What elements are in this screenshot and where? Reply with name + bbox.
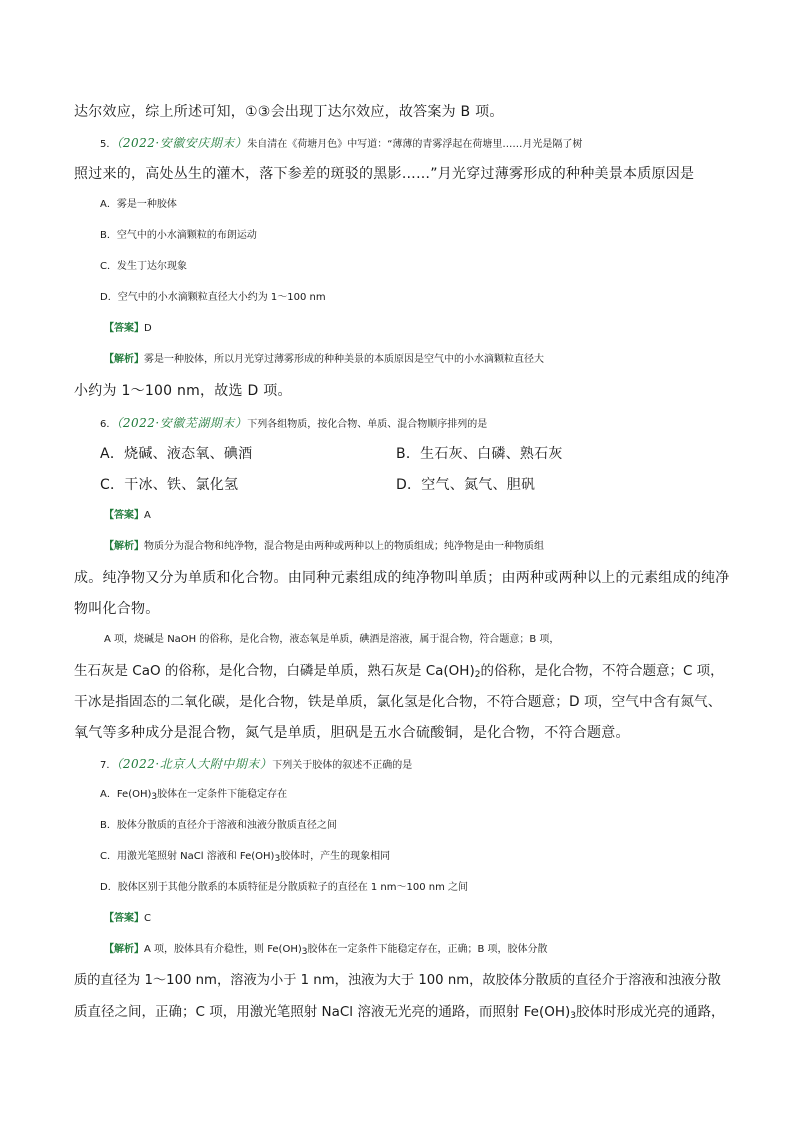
text-run: 胶体在一定条件下能稳定存在，正确；B 项，胶体分散	[307, 944, 548, 955]
subscript: 3	[301, 947, 308, 957]
analysis-text: 雾是一种胶体，所以月光穿过薄雾形成的种种美景的本质原因是空气中的小水滴颗粒直径大	[144, 354, 544, 365]
subscript: 3	[274, 854, 281, 864]
subscript: 3	[151, 792, 158, 802]
option-a	[100, 785, 750, 805]
analysis-label: 【解析】	[104, 541, 144, 552]
answer-value: C	[144, 913, 151, 924]
question-number: 7．	[100, 760, 117, 771]
analysis-label: 【解析】	[104, 354, 144, 365]
subscript: 3	[570, 1011, 577, 1021]
text-run: A 项，胶体具有介稳性，则 Fe(OH)	[144, 944, 302, 955]
text-run: 生石灰是 CaO 的俗称，是化合物，白磷是单质，熟石灰是 Ca(OH)	[74, 663, 475, 679]
option-c	[100, 847, 750, 867]
answer-line	[104, 319, 754, 339]
question-number: 6．	[100, 419, 117, 430]
answer-line	[104, 506, 754, 526]
question-source: （2022·安徽安庆期末）	[116, 136, 248, 150]
question-text: 下列关于胶体的叙述不正确的是	[272, 760, 413, 771]
option-b: B．胶体分散质的直径介于溶液和浊液分散质直径之间	[100, 820, 337, 831]
option-d: D．胶体区别于其他分散系的本质特征是分散质粒子的直径在 1 nm～100 nm 之间	[100, 882, 469, 893]
question-source: （2022·安徽芜湖期末）	[116, 416, 248, 430]
answer-label: 【答案】	[104, 913, 144, 924]
text-run: 胶体时，产生的现象相同	[280, 851, 391, 862]
subscript: 2	[474, 670, 481, 680]
option-c: C．发生丁达尔现象	[100, 261, 187, 272]
text-run: 胶体在一定条件下能稳定存在	[157, 789, 288, 800]
text-run: 胶体时形成光亮的通路，	[576, 1004, 725, 1020]
analysis-line: 成。纯净物又分为单质和化合物。由同种元素组成的纯净物叫单质；由两种或两种以上的元素组成的纯净	[74, 570, 730, 586]
analysis-paragraph: 氧气等多种成分是混合物，氮气是单质，胆矾是五水合硫酸铜，是化合物，不符合题意。	[74, 725, 630, 741]
analysis-line: 物叫化合物。	[74, 601, 160, 617]
question-source: （2022·北京人大附中期末）	[116, 757, 273, 771]
text-run: C．用激光笔照射 NaCl 溶液和 Fe(OH)	[100, 851, 275, 862]
option-a: A．烧碱、液态氧、碘酒	[100, 446, 253, 462]
analysis-text: 物质分为混合物和纯净物，混合物是由两种或两种以上的物质组成；纯净物是由一种物质组	[144, 541, 544, 552]
analysis-paragraph	[74, 661, 724, 681]
option-b: B．空气中的小水滴颗粒的布朗运动	[100, 230, 257, 241]
answer-value: D	[144, 323, 152, 334]
question-6-stem	[100, 413, 750, 435]
option-a: A．雾是一种胶体	[100, 199, 177, 210]
analysis-paragraph: A 项，烧碱是 NaOH 的俗称，是化合物，液态氧是单质，碘酒是溶液，属于混合物，符合题意；B 项，	[104, 634, 560, 645]
question-5-stem-cont: 照过来的，高处丛生的灌木，落下参差的斑驳的黑影……”月光穿过薄雾形成的种种美景本质原因是	[74, 166, 695, 182]
text-line: 达尔效应，综上所述可知，①③会出现丁达尔效应，故答案为 B 项。	[74, 104, 504, 120]
question-5-stem	[100, 133, 750, 155]
text-run: 质直径之间，正确；C 项，用激光笔照射 NaCl 溶液无光亮的通路，而照射 Fe(OH)	[74, 1004, 571, 1020]
analysis-line	[74, 1002, 724, 1022]
answer-value: A	[144, 510, 151, 521]
analysis-line: 质的直径为 1～100 nm，溶液为小于 1 nm，浊液为大于 100 nm，故胶体分散质的直径介于溶液和浊液分散	[74, 973, 721, 988]
analysis-line	[104, 537, 754, 557]
question-text: 朱自清在《荷塘月色》中写道：“薄薄的青雾浮起在荷塘里……月光是隔了树	[247, 139, 583, 150]
answer-label: 【答案】	[104, 323, 144, 334]
analysis-line: 小约为 1～100 nm，故选 D 项。	[74, 383, 292, 399]
question-number: 5．	[100, 139, 117, 150]
analysis-paragraph: 干冰是指固态的二氧化碳，是化合物，铁是单质，氯化氢是化合物，不符合题意；D 项，空气中含有氮气、	[74, 694, 722, 710]
answer-label: 【答案】	[104, 510, 144, 521]
question-text: 下列各组物质，按化合物、单质、混合物顺序排列的是	[247, 419, 488, 430]
option-c: C．干冰、铁、氯化氢	[100, 477, 239, 493]
analysis-label: 【解析】	[104, 944, 144, 955]
option-d: D．空气、氮气、胆矾	[396, 477, 536, 493]
text-run: A．Fe(OH)	[100, 789, 152, 800]
answer-line	[104, 909, 754, 929]
analysis-line	[104, 940, 754, 960]
question-7-stem	[100, 754, 750, 776]
analysis-line	[104, 350, 754, 370]
option-d: D．空气中的小水滴颗粒直径大小约为 1～100 nm	[100, 292, 326, 303]
text-run: 的俗称，是化合物，不符合题意；C 项，	[480, 663, 724, 679]
option-b: B．生石灰、白磷、熟石灰	[396, 446, 563, 462]
